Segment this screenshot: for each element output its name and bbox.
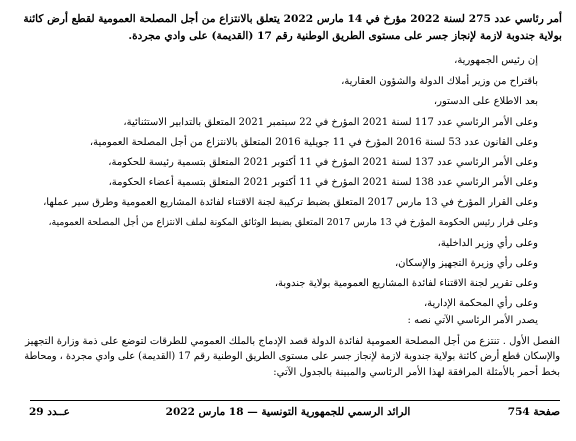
footer-page-number: صفحة 754 bbox=[507, 406, 560, 418]
enactment-clause: يصدر الأمر الرئاسي الآتي نصه : bbox=[407, 315, 538, 326]
article-one-line-3: بخط أحمر بالأمثلة المرافقة لهذا الأمر الرئاسي والمبينة بالجدول الآتي: bbox=[273, 367, 560, 378]
preamble-line: وعلى القرار المؤرخ في 13 مارس 2017 المتعلق بضبط تركيبة لجنة الاقتناء لفائدة المشاريع العمومية وطرق سير عملها، bbox=[43, 197, 538, 208]
footer-journal-title: الرائد الرسمي للجمهورية التونسية — 18 مارس 2022 bbox=[165, 406, 411, 418]
footer-rule bbox=[30, 400, 560, 401]
preamble-line: وعلى قرار رئيس الحكومة المؤرخ في 13 مارس 2017 المتعلق بضبط الوثائق المكونة لملف الانتزاع من أجل المصلحة العمومية، bbox=[48, 217, 538, 228]
footer-issue-number: عــدد 29 bbox=[29, 406, 70, 418]
preamble-line: وعلى الأمر الرئاسي عدد 138 لسنة 2021 المؤرخ في 11 أكتوبر 2021 المتعلق بتسمية أعضاء الحكومة، bbox=[108, 177, 538, 188]
preamble-line: وعلى رأي وزيرة التجهيز والإسكان، bbox=[394, 258, 538, 269]
preamble-line: وعلى الأمر الرئاسي عدد 137 لسنة 2021 المؤرخ في 11 أكتوبر 2021 المتعلق بتسمية رئيسة للحكومة، bbox=[108, 157, 538, 168]
article-one-line-1: الفصل الأول . تنتزع من أجل المصلحة العمومية لفائدة الدولة قصد الإدماج بالملك العمومي للطرقات لتوضع على ذمة وزارة التجهيز bbox=[25, 336, 560, 347]
preamble-line: بعد الاطلاع على الدستور، bbox=[433, 96, 538, 107]
article-one-line-2: والإسكان قطع أرض كائنة بولاية جندوبة لازمة لإنجاز جسر على مستوى الطريق الوطنية رقم 17 (القديمة) على وادي مجردة ، ومحاطة bbox=[24, 351, 560, 362]
preamble-line: وعلى تقرير لجنة الاقتناء لفائدة المشاريع العمومية بولاية جندوبة، bbox=[274, 278, 538, 289]
preamble-line: باقتراح من وزير أملاك الدولة والشؤون العقارية، bbox=[341, 76, 538, 87]
decree-title-line-1: أمر رئاسي عدد 275 لسنة 2022 مؤرخ في 14 مارس 2022 يتعلق بالانتزاع من أجل المصلحة العمومية لقطع أرض كائنة bbox=[23, 13, 562, 25]
preamble-line: وعلى رأي وزير الداخلية، bbox=[437, 238, 538, 249]
preamble-line: إن رئيس الجمهورية، bbox=[454, 55, 538, 66]
preamble-line: وعلى القانون عدد 53 لسنة 2016 المؤرخ في 11 جويلية 2016 المتعلق بالانتزاع من أجل المصلحة العمومية، bbox=[89, 137, 538, 148]
preamble-line: وعلى رأي المحكمة الإدارية، bbox=[423, 298, 538, 309]
preamble-line: وعلى الأمر الرئاسي عدد 117 لسنة 2021 المؤرخ في 22 سبتمبر 2021 المتعلق بالتدابير الاستثنائية، bbox=[123, 117, 538, 128]
decree-title-line-2: بولاية جندوبة لازمة لإنجاز جسر على مستوى الطريق الوطنية رقم 17 (القديمة) على وادي مجردة. bbox=[128, 30, 562, 42]
